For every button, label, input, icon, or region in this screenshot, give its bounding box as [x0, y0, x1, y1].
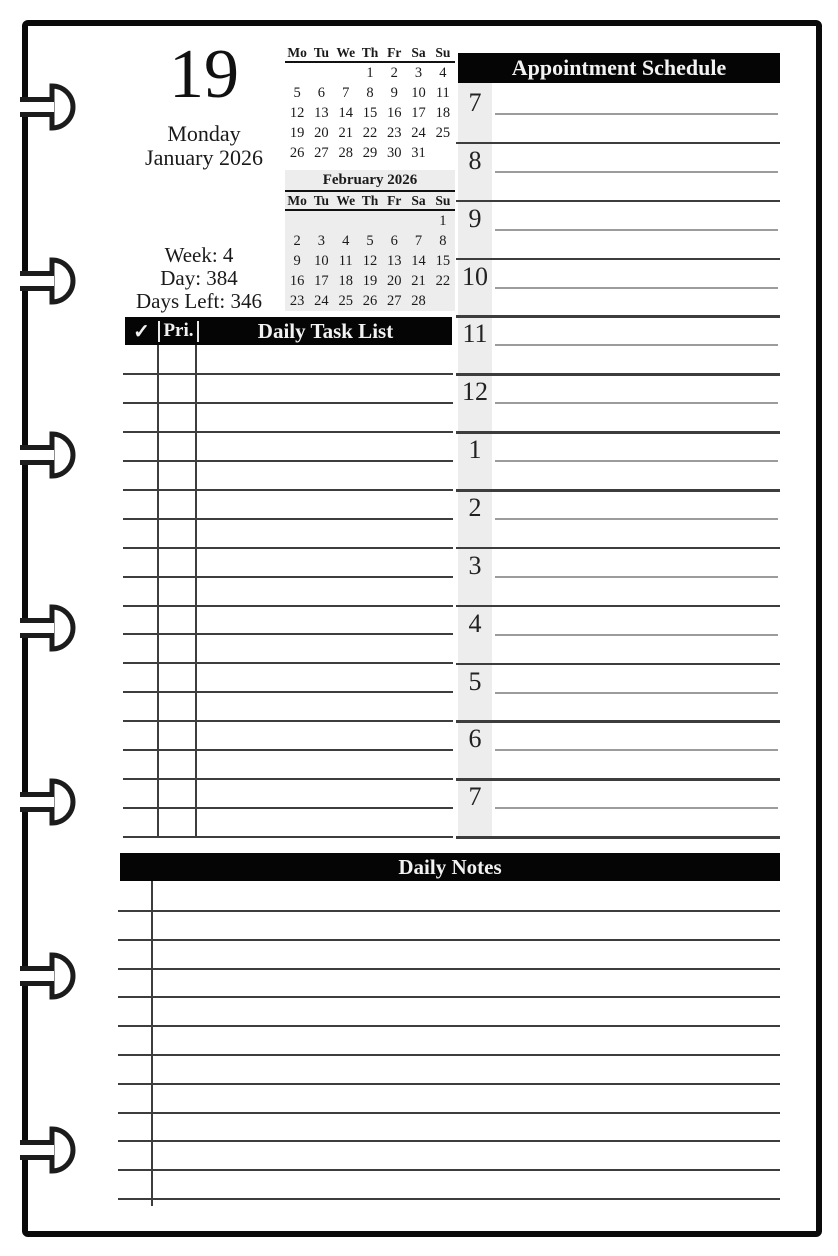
checkmark-icon: ✓	[133, 320, 150, 343]
notes-rule-line	[118, 1140, 780, 1142]
calendar-day: 2	[390, 64, 398, 81]
task-rule-line	[123, 489, 453, 491]
notes-rule-line	[118, 939, 780, 941]
calendar-day: 1	[439, 212, 447, 229]
day-header: Fr	[387, 192, 402, 208]
hour-label: 10	[462, 261, 488, 291]
calendar-day: 6	[390, 232, 398, 249]
calendar-day: 6	[317, 84, 326, 101]
hour-write-line	[495, 749, 778, 751]
current-month-week-row	[285, 63, 455, 83]
hour-label: 11	[462, 319, 488, 349]
hour-separator-line	[456, 142, 780, 145]
week-info	[118, 244, 280, 313]
task-rule-line	[123, 662, 453, 664]
task-rule-line	[123, 518, 453, 520]
hour-label: 5	[468, 666, 482, 696]
task-rule-line	[123, 836, 453, 838]
day-header: Th	[361, 192, 379, 208]
current-month-week-row	[285, 83, 455, 103]
hour-write-line	[495, 518, 778, 520]
days-left-label: Days Left: 346	[136, 289, 262, 313]
hour-write-line	[495, 807, 778, 809]
calendar-day: 18	[338, 272, 353, 289]
next-month-week-row	[285, 231, 455, 251]
hour-label: 7	[468, 782, 482, 812]
hour-write-line	[495, 229, 778, 231]
calendar-day: 13	[314, 104, 329, 121]
calendar-day: 14	[338, 104, 353, 121]
calendar-day: 12	[362, 252, 378, 269]
hour-separator-line	[456, 836, 780, 839]
hour-label: 2	[468, 492, 482, 522]
hour-separator-line	[456, 605, 780, 608]
notes-rule-line	[118, 910, 780, 912]
calendar-day: 21	[338, 124, 353, 141]
task-rule-line	[123, 373, 453, 375]
binder-ring-icon	[18, 1124, 82, 1176]
hour-label: 6	[468, 724, 482, 754]
appointment-schedule-header	[458, 53, 780, 83]
hour-write-line	[495, 576, 778, 578]
calendar-day: 1	[366, 64, 374, 81]
mini-calendar-next-month	[285, 170, 455, 311]
hour-write-line	[495, 113, 778, 115]
next-month-week-row	[285, 251, 455, 271]
notes-rule-line	[118, 996, 780, 998]
calendar-day: 2	[293, 232, 301, 249]
calendar-day: 19	[362, 272, 378, 289]
calendar-day: 29	[362, 144, 378, 161]
calendar-day: 20	[387, 272, 402, 289]
daily-notes-title: Daily Notes	[398, 854, 502, 879]
hour-label: 3	[468, 550, 482, 580]
hour-write-line	[495, 692, 778, 694]
day-header: Su	[435, 44, 451, 60]
day-header: Tu	[313, 44, 330, 60]
calendar-day: 23	[289, 292, 305, 309]
calendar-day: 22	[362, 124, 378, 141]
binder-ring-icon	[18, 81, 82, 133]
day-header: We	[336, 44, 356, 60]
calendar-day: 27	[387, 292, 402, 309]
next-month-week-row	[285, 211, 455, 231]
weekday-label: Monday	[167, 121, 241, 146]
calendar-day: 28	[338, 144, 353, 161]
check-column-line	[157, 345, 159, 837]
calendar-day: 8	[439, 232, 447, 249]
daily-task-list-header	[125, 317, 452, 345]
date-number: 19	[169, 36, 239, 113]
binder-ring-icon	[18, 950, 82, 1002]
calendar-day: 25	[435, 124, 451, 141]
notes-rule-line	[118, 1198, 780, 1200]
calendar-day: 12	[289, 104, 305, 121]
hour-write-line	[495, 171, 778, 173]
notes-rule-line	[118, 1025, 780, 1027]
hour-label: 12	[462, 377, 488, 407]
calendar-day: 27	[314, 144, 329, 161]
hour-write-line	[495, 344, 778, 346]
hour-separator-line	[456, 200, 780, 203]
priority-column-header: Pri.	[163, 320, 194, 341]
calendar-day: 25	[338, 292, 353, 309]
binder-ring-icon	[18, 602, 82, 654]
hour-separator-line	[456, 489, 780, 492]
day-header: Sa	[411, 44, 426, 60]
binder-ring-icon	[18, 429, 82, 481]
calendar-day: 23	[387, 124, 402, 141]
task-rule-line	[123, 547, 453, 549]
hour-label: 4	[468, 608, 482, 638]
day-header: Su	[435, 192, 451, 208]
calendar-day: 18	[435, 104, 451, 121]
day-header: Th	[361, 44, 379, 60]
calendar-day: 5	[366, 232, 374, 249]
current-month-week-row	[285, 103, 455, 123]
hour-write-line	[495, 287, 778, 289]
calendar-day: 26	[289, 144, 305, 161]
next-month-week-row	[285, 271, 455, 291]
hour-separator-line	[456, 720, 780, 723]
task-rule-line	[123, 633, 453, 635]
calendar-day: 3	[317, 232, 326, 249]
task-rule-line	[123, 778, 453, 780]
notes-margin-line	[151, 881, 153, 1206]
current-month-day-headers	[285, 44, 455, 63]
hour-separator-line	[456, 547, 780, 550]
calendar-day: 16	[289, 272, 305, 289]
hour-separator-line	[456, 431, 780, 434]
mini-calendar-current-month	[285, 44, 455, 163]
calendar-day: 4	[342, 232, 350, 249]
task-rule-line	[123, 576, 453, 578]
hour-label: 9	[468, 203, 482, 233]
calendar-day: 15	[362, 104, 378, 121]
task-rule-line	[123, 749, 453, 751]
week-number-label: Week: 4	[164, 243, 234, 267]
binder-ring-icon	[18, 776, 82, 828]
day-header: Mo	[287, 44, 307, 60]
calendar-day: 8	[366, 84, 374, 101]
day-header: Mo	[287, 192, 307, 208]
notes-rule-line	[118, 1083, 780, 1085]
calendar-day: 11	[338, 252, 353, 269]
calendar-day: 20	[314, 124, 329, 141]
hour-label: 7	[468, 88, 482, 117]
calendar-day: 16	[387, 104, 402, 121]
calendar-day: 17	[314, 272, 329, 289]
calendar-day: 14	[411, 252, 426, 269]
calendar-day: 3	[414, 64, 423, 81]
calendar-day: 11	[435, 84, 450, 101]
calendar-day: 15	[435, 252, 451, 269]
calendar-day: 26	[362, 292, 378, 309]
priority-column-line	[195, 345, 197, 837]
calendar-day: 19	[289, 124, 305, 141]
day-number-label: Day: 384	[160, 266, 238, 290]
calendar-day: 10	[314, 252, 329, 269]
calendar-day: 21	[411, 272, 426, 289]
hour-separator-line	[456, 778, 780, 781]
calendar-day: 9	[293, 252, 301, 269]
day-header: We	[336, 192, 356, 208]
calendar-day: 30	[387, 144, 402, 161]
hour-write-line	[495, 460, 778, 462]
notes-rule-line	[118, 1169, 780, 1171]
task-rule-line	[123, 720, 453, 722]
calendar-day: 5	[293, 84, 301, 101]
calendar-day: 22	[435, 272, 451, 289]
current-month-week-row	[285, 143, 455, 163]
month-year-label: January 2026	[145, 145, 263, 170]
calendar-day: 10	[411, 84, 426, 101]
calendar-day: 7	[342, 84, 350, 101]
task-list-title: Daily Task List	[257, 318, 394, 343]
hour-label: 8	[468, 145, 482, 175]
task-rule-line	[123, 431, 453, 433]
hour-label: 1	[468, 435, 482, 465]
calendar-day: 24	[314, 292, 329, 309]
day-header: Tu	[313, 192, 330, 208]
hour-write-line	[495, 634, 778, 636]
calendar-day: 28	[411, 292, 426, 309]
task-rule-line	[123, 460, 453, 462]
calendar-day: 9	[390, 84, 398, 101]
task-rule-line	[123, 691, 453, 693]
current-month-week-row	[285, 123, 455, 143]
appointment-schedule-title: Appointment Schedule	[511, 55, 727, 80]
task-rule-line	[123, 605, 453, 607]
notes-rule-line	[118, 968, 780, 970]
next-month-title: February 2026	[285, 170, 455, 192]
task-rule-line	[123, 807, 453, 809]
hour-separator-line	[456, 663, 780, 666]
day-header: Fr	[387, 44, 402, 60]
calendar-day: 13	[387, 252, 402, 269]
daily-notes-header	[120, 853, 780, 881]
hour-write-line	[495, 402, 778, 404]
hour-separator-line	[456, 258, 780, 261]
hour-separator-line	[456, 315, 780, 318]
notes-rule-line	[118, 1054, 780, 1056]
calendar-day: 31	[411, 144, 426, 161]
notes-rule-line	[118, 1112, 780, 1114]
calendar-day: 17	[411, 104, 426, 121]
next-month-week-row	[285, 291, 455, 311]
calendar-day: 4	[439, 64, 447, 81]
binder-ring-icon	[18, 255, 82, 307]
calendar-day: 7	[414, 232, 423, 249]
day-header: Sa	[411, 192, 426, 208]
next-month-day-headers	[285, 192, 455, 211]
task-rule-line	[123, 402, 453, 404]
hour-separator-line	[456, 373, 780, 376]
calendar-day: 24	[411, 124, 426, 141]
